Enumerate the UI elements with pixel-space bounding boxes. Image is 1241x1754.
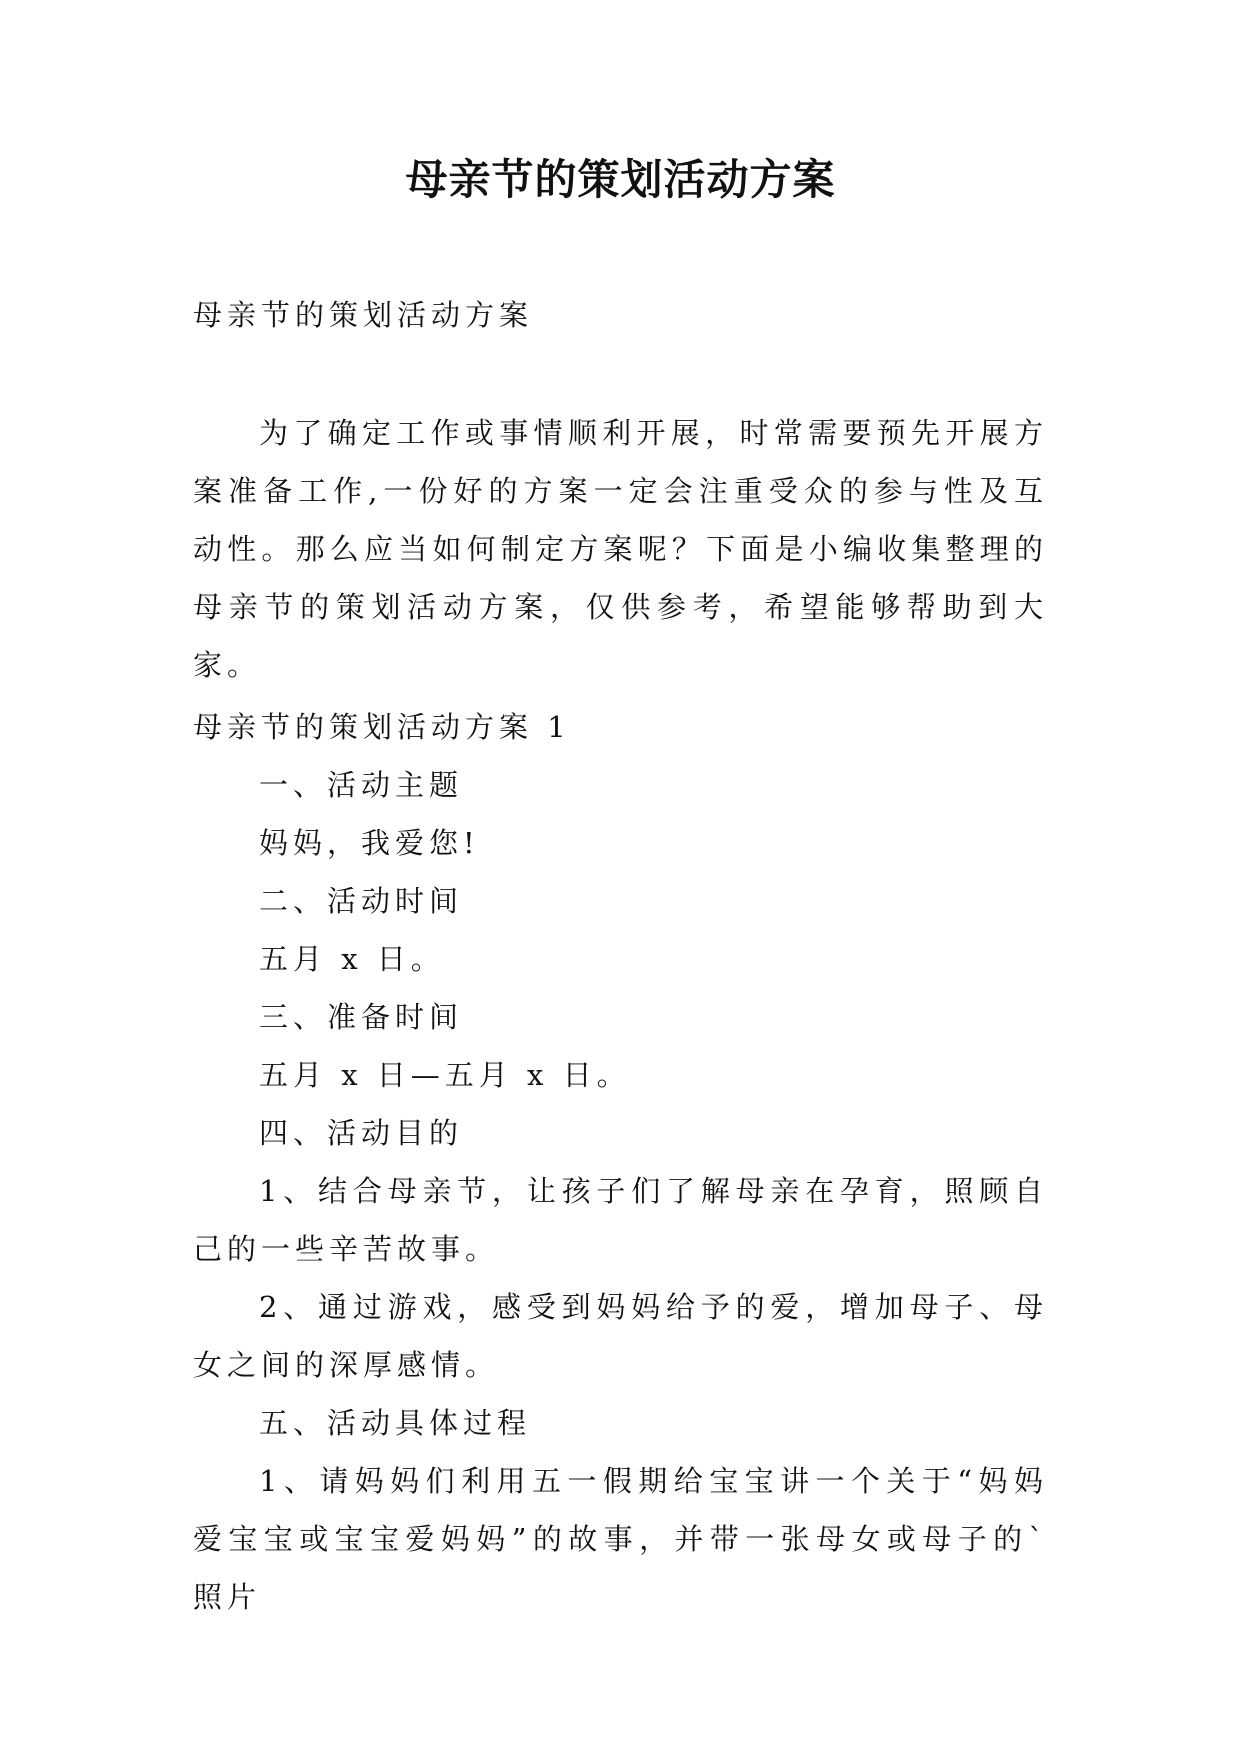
section-1: [193, 698, 1048, 1626]
heading-activity-time: 二、活动时间: [259, 884, 464, 918]
intro-paragraph: [193, 404, 1048, 694]
section-title: 母亲节的策划活动方案 1: [193, 710, 571, 744]
document-title: 母亲节的策划活动方案: [405, 155, 836, 204]
document-subtitle: [193, 286, 1048, 344]
heading-activity-theme: 一、活动主题: [259, 768, 464, 802]
intro-text: 为了确定工作或事情顺利开展，时常需要预先开展方案准备工作,一份好的方案一定会注重受众的参与性及互动性。那么应当如何制定方案呢？下面是小编收集整理的母亲节的策划活动方案，仅供参考，希望能够帮助到大家。: [193, 416, 1048, 682]
process-item-1: 1、请妈妈们利用五一假期给宝宝讲一个关于“妈妈爱宝宝或宝宝爱妈妈”的故事，并带一张母女或母子的`照片: [193, 1464, 1048, 1614]
activity-theme-text: 妈妈，我爱您!: [259, 826, 480, 860]
goal-item-1: 1、结合母亲节，让孩子们了解母亲在孕育，照顾自己的一些辛苦故事。: [193, 1174, 1048, 1266]
subtitle-text: 母亲节的策划活动方案: [193, 298, 534, 332]
heading-activity-goal: 四、活动目的: [259, 1116, 464, 1150]
heading-prep-time: 三、准备时间: [259, 1000, 464, 1034]
prep-time-text: 五月 x 日—五月 x 日。: [259, 1058, 631, 1092]
activity-time-text: 五月 x 日。: [259, 942, 445, 976]
heading-activity-process: 五、活动具体过程: [259, 1406, 532, 1440]
goal-item-2: 2、通过游戏，感受到妈妈给予的爱，增加母子、母女之间的深厚感情。: [193, 1290, 1048, 1382]
